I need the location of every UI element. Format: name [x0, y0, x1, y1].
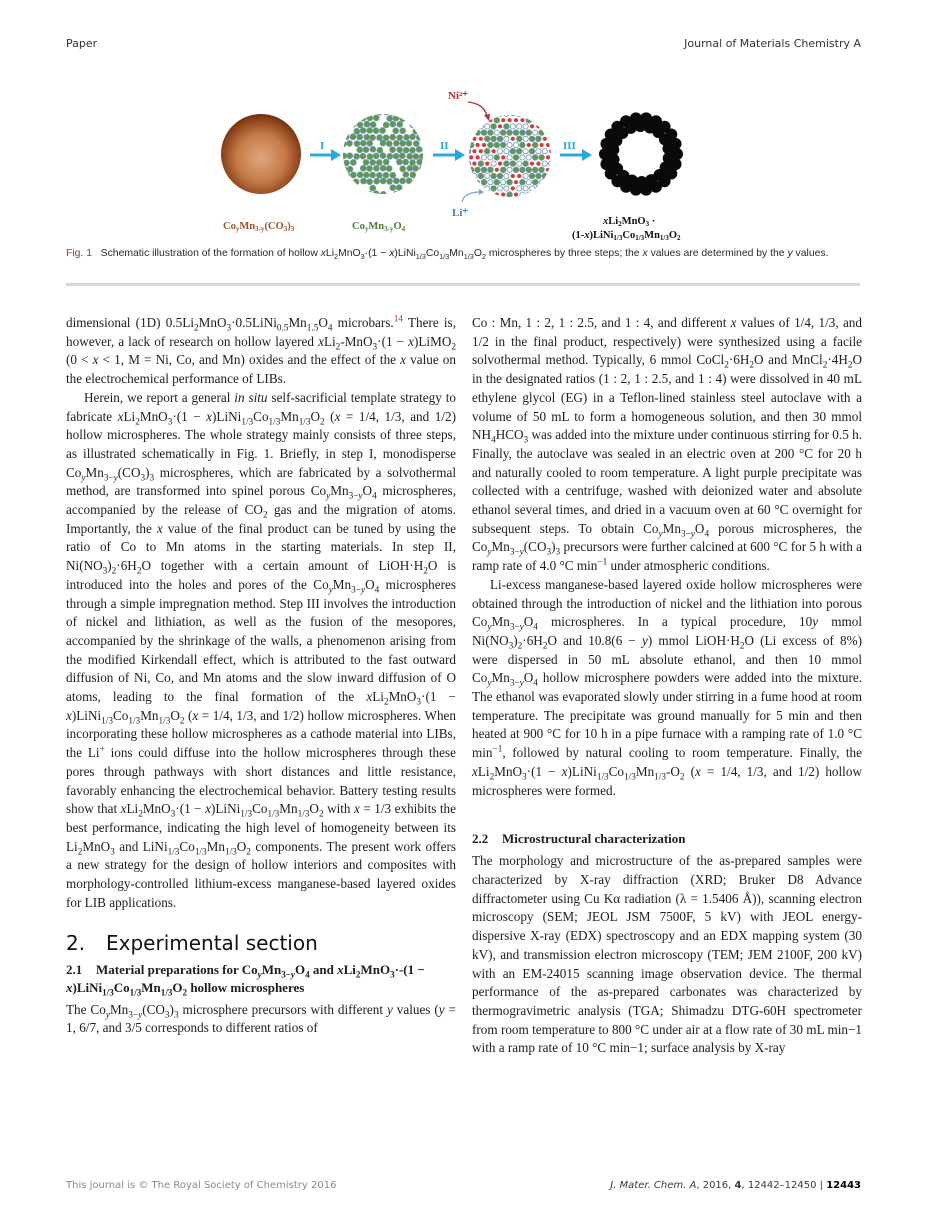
left-column	[66, 314, 456, 1038]
running-head	[66, 37, 861, 53]
hollow-microsphere-icon	[599, 112, 683, 195]
oxide-label: CoyMn3-yO4	[352, 221, 406, 233]
page-footer	[66, 1180, 861, 1194]
subsection-heading-2-1: 2.1 Material preparations for $Co_yMn_{3-y}O_4$ and $xLi_2MnO_3\cdot-(1 - x)LiNi_{1/3}Co_{1/3}Mn_{1/3}O_2$ hollow microspheres	[66, 961, 425, 998]
journal-name: Journal of Materials Chemistry A	[684, 37, 861, 50]
step-2-label: II	[440, 140, 449, 152]
step-arrow-2-icon	[433, 149, 465, 161]
paragraph-herein: Herein, we report a general in situ self-sacrificial template strategy to fabricate $xLi_2MnO_3\cdot(1 - x)LiNi_{1/3}Co_{1/3}Mn_{1/3}O_2$ (x = 1/4, 1/3, and 1/2) hollow microspheres. The whole strategy mainly consists of three steps, as illustrated schematically in Fig. 1. Briefly, in step I, monodisperse $Co_yMn_{3-y}(CO_3)_3$ microspheres, which are fabricated by a solvothermal method, are transformed into spinel porous $Co_yMn_{3-y}O_4$ microspheres, accompanied by the release of $CO_2$ gas and the migration of atoms. Importantly, the x value of the final product can be tuned by using the ratio of Co to Mn atoms in the starting materials. In step II, $Ni(NO_3)_2\cdot 6H_2O$ together with a certain amount of $LiOH\cdot H_2O$ is introduced into the holes and pores of the $Co_yMn_{3-y}O_4$ microspheres through a simple impregnation method. Step III involves the introduction of nickel and lithiation, as well as the fusion of the mesopores, accompanied by the shrinkage of the walls, a phenomenon arising from the modified Kirkendall effect, which is attributed to the fast outward diffusion of Ni, Co, and Mn atoms and the slow inward diffusion of O atoms, leading to the final formation of the $xLi_2MnO_3\cdot(1 - x)LiNi_{1/3}Co_{1/3}Mn_{1/3}O_2$ (x = 1/4, 1/3, and 1/2) hollow microspheres. When incorporating these hollow microspheres as a cathode material into LIBs, the Li+ ions could diffuse into the hollow microspheres through these pores through pathways with short distances and little resistance, favorably enhancing the electrochemical behavior. Battery testing results show that $xLi_2MnO_3\cdot(1 - x)LiNi_{1/3}Co_{1/3}Mn_{1/3}O_2$ with x = 1/3 exhibits the best performance, indicating the high level of homogeneity between its $Li_2MnO_3$ and $LiNi_{1/3}Co_{1/3}Mn_{1/3}O_2$ components. The present work offers a new strategy for the design of hollow interiors and composites with morphology-controlled lithium-excess manganese-based layered oxides for LIB applications.	[66, 389, 457, 910]
paragraph-li-excess: Li-excess manganese-based layered oxide hollow microspheres were obtained through the introduction of nickel and the lithiation into porous $Co_yMn_{3-y}O_4$ microspheres. In a typical procedure, 10y mmol $Ni(NO_3)_2\cdot 6H_2O$ and 10.8(6 − y) mmol $LiOH\cdot H_2O$ (Li excess of 8%) were dispersed in 50 mL absolute ethanol, and then 10 mmol $Co_yMn_{3-y}O_4$ hollow microsphere powders were added into the mixture. The ethanol was evaporated slowly under stirring in a fume hood at room temperature. The precipitate was ground manually for 5 min and then heated at 900 °C for 10 h in a pipe furnace with a ramping rate of 1.0 °C $\min^{-1}$, followed by natural cooling to room temperature. Finally, the $xLi_2MnO_3\cdot(1 - x)LiNi_{1/3}Co_{1/3}Mn_{1/3}-O_2$ (x = 1/4, 1/3, and 1/2) hollow microspheres were formed.	[472, 576, 862, 798]
impregnated-sphere-icon	[465, 111, 557, 197]
final-product-label-line2: (1-x)LiNi1/3Co1/3Mn1/3O2	[572, 230, 681, 242]
right-column	[472, 314, 862, 1058]
section-heading-experimental: 2. Experimental section	[66, 930, 318, 955]
citation: J. Mater. Chem. A, 2016, 4, 12442–12450 | 12443	[610, 1180, 861, 1191]
figure-1-schematic	[200, 72, 720, 242]
precursor-sphere-icon	[221, 114, 301, 194]
paragraph-synthesis: Co : Mn, 1 : 2, 1 : 2.5, and 1 : 4, and different x values of 1/4, 1/3, and 1/2 in the final product, respectively) were synthesized using a facile solvothermal method. Typically, 6 mmol $CoCl_2\cdot 6H_2O$ and $MnCl_2\cdot 4H_2O$ in the designated ratios (1 : 2, 1 : 2.5, and 1 : 4) were dissolved in 40 mL ethylene glycol (EG) in a Teflon-lined stainless steel autoclave with a volume of 50 mL to form a homogeneous solution, and then 30 mmol $NH_4HCO_3$ was added into the mixture under continuous stirring for 0.5 h. Finally, the autoclave was sealed in an electric oven at 200 °C for 20 h and naturally cooled to room temperature. A light purple precipitate was collected with a centrifuge, washed with deionized water and absolute ethanol several times, and dried in a vacuum oven at 60 °C overnight for subsequent steps. To obtain $Co_yMn_{3-y}O_4$ porous microspheres, the $Co_yMn_{3-y}(CO_3)_3$ precursors were further calcined at 600 °C for 5 h with a ramp rate of 4.0 °C $\min^{-1}$ under atmospheric conditions.	[472, 315, 862, 574]
nickel-arrow-icon	[468, 102, 487, 117]
page-number: 12443	[826, 1180, 861, 1191]
figure-caption: Fig. 1 Schematic illustration of the formation of hollow $xLi_2MnO_3\cdot(1 - x)LiNi_{1/3}Co_{1/3}Mn_{1/3}O_2$ microspheres by three steps; the x values are determined by the y values.	[66, 248, 829, 262]
lithium-ion-label: Li⁺	[452, 207, 469, 219]
caption-divider	[66, 283, 860, 286]
section-label: Paper	[66, 37, 98, 50]
paragraph-precursors: The $Co_yMn_{3-y}(CO_3)_3$ microsphere precursors with different y values (y = 1, 6/7, and 3/5 corresponds to different ratios of	[66, 1001, 456, 1036]
subsection-heading-2-2: 2.2 Microstructural characterization	[472, 831, 686, 847]
final-product-label-line1: xLi2MnO3 ·	[603, 216, 656, 228]
precursor-label: CoyMn3-y(CO3)3	[223, 221, 295, 233]
step-arrow-1-icon	[310, 149, 341, 161]
schematic-svg	[200, 72, 720, 242]
nickel-ion-label: Ni²⁺	[448, 90, 469, 102]
paragraph-intro-end: dimensional (1D) $0.5Li_2MnO_3\cdot 0.5LiNi_{0.5}Mn_{1.5}O_4$ microbars.$^{14}$ There is, however, a lack of research on hollow layered xLi$_2$-MnO$_3$·(1 − x)LiMO$_2$ (0 < x < 1, M = Ni, Co, and Mn) oxides and the effect of the x value on the electrochemical performance of LIBs.	[66, 313, 456, 387]
lithium-arrow-icon	[462, 192, 481, 202]
porous-oxide-sphere-icon	[337, 109, 433, 198]
step-3-label: III	[563, 140, 576, 152]
paragraph-characterization: The morphology and microstructure of the as-prepared samples were characterized by X-ray diffraction (XRD; Bruker D8 Advance diffractometer using Cu Kα radiation (λ = 1.5406 Å)), scanning electron microscopy (SEM; JEOL JSM 7500F, 5 kV) with JEOL energy-dispersive X-ray (EDX) spectroscopy and an EDX mapping system (30 kV), and transmission electron microscopy (TEM; JEM 2100F, 200 kV) with an EM-24015 scanning image observation device. The thermal performance of the as-prepared carbonates was characterized by thermogravimetric analysis (TGA; Shimadzu DTG-60H spectrometer from room temperature to 800 °C under air at a flow rate of 30 mL min−1 with a ramp rate of 10 °C min−1; surface analysis by X-ray	[472, 853, 862, 1056]
copyright-notice: This journal is © The Royal Society of Chemistry 2016	[66, 1180, 337, 1191]
figure-label: Fig. 1	[66, 248, 92, 259]
step-1-label: I	[320, 140, 325, 152]
